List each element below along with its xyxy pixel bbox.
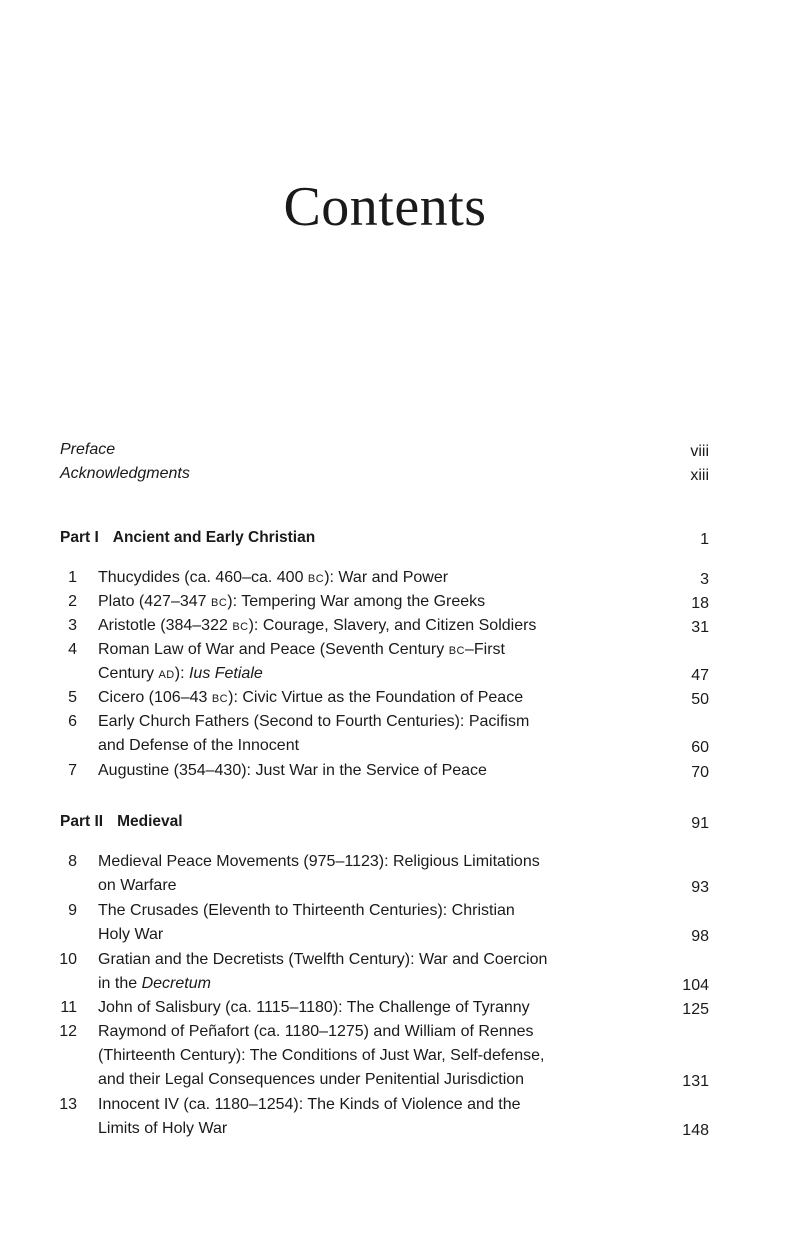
toc-page-number: 131 <box>682 1073 709 1090</box>
part-number: Part II <box>60 813 104 830</box>
chapter-title-text: Early Church Fathers (Second to Fourth Centuries): Pacifism <box>98 713 530 730</box>
chapter-title-line[interactable] <box>98 899 515 923</box>
chapter-title-text: Limits of Holy War <box>98 1120 228 1137</box>
chapter-number: 6 <box>68 713 77 730</box>
chapter-title-line[interactable] <box>98 1020 534 1044</box>
chapter-title-line[interactable] <box>98 874 177 898</box>
chapter-title-text: and Defense of the Innocent <box>98 737 300 754</box>
chapter-number: 2 <box>68 593 77 610</box>
chapter-title-line[interactable] <box>98 614 536 639</box>
chapter-number: 13 <box>59 1096 77 1113</box>
toc-page-number: 50 <box>691 691 709 708</box>
toc-part-heading[interactable] <box>60 810 183 834</box>
chapter-title-text: Cicero (106–43 BC): Civic Virtue as the Foundation of Peace <box>98 689 524 706</box>
chapter-title-text: Roman Law of War and Peace (Seventh Century BC–First <box>98 641 505 658</box>
chapter-number: 10 <box>59 951 77 968</box>
chapter-title-line[interactable] <box>98 734 299 758</box>
toc-page-number: 47 <box>691 667 709 684</box>
chapter-title-line[interactable] <box>98 710 529 734</box>
toc-page-number: 148 <box>682 1122 709 1139</box>
toc-page-number: viii <box>690 443 709 460</box>
chapter-title-text: Century AD): Ius Fetiale <box>98 665 263 682</box>
chapter-title-text: on Warfare <box>98 877 177 894</box>
chapter-title-text: Thucydides (ca. 460–ca. 400 BC): War and Power <box>98 569 449 586</box>
chapter-title-text: and their Legal Consequences under Penitential Jurisdiction <box>98 1071 525 1088</box>
chapter-title-line[interactable] <box>98 1068 524 1092</box>
chapter-title-text: Aristotle (384–322 BC): Courage, Slavery, and Citizen Soldiers <box>98 617 537 634</box>
part-title: Medieval <box>117 813 183 830</box>
toc-page-number: 125 <box>682 1001 709 1018</box>
chapter-title-text: Plato (427–347 BC): Tempering War among the Greeks <box>98 593 486 610</box>
chapter-number: 4 <box>68 641 77 658</box>
chapter-title-line[interactable] <box>98 996 530 1020</box>
chapter-title-text: (Thirteenth Century): The Conditions of Just War, Self-defense, <box>98 1047 545 1064</box>
toc-part-heading[interactable] <box>60 526 315 550</box>
chapter-title-text: Augustine (354–430): Just War in the Service of Peace <box>98 762 487 779</box>
toc-page-number: 18 <box>691 595 709 612</box>
toc-front-preface[interactable]: Preface <box>60 441 116 458</box>
chapter-number: 5 <box>68 689 77 706</box>
chapter-number: 9 <box>68 902 77 919</box>
toc-page-number: 98 <box>691 928 709 945</box>
chapter-title-text: Raymond of Peñafort (ca. 1180–1275) and William of Rennes <box>98 1023 534 1040</box>
chapter-title-text: Medieval Peace Movements (975–1123): Religious Limitations <box>98 853 540 870</box>
chapter-number: 8 <box>68 853 77 870</box>
toc-page-number: 31 <box>691 619 709 636</box>
chapter-title-line[interactable] <box>98 590 485 615</box>
chapter-title-text: The Crusades (Eleventh to Thirteenth Centuries): Christian <box>98 902 515 919</box>
chapter-number: 3 <box>68 617 77 634</box>
chapter-title-line[interactable] <box>98 923 163 947</box>
chapter-title-line[interactable] <box>98 1117 227 1141</box>
part-number: Part I <box>60 529 99 546</box>
chapter-number: 7 <box>68 762 77 779</box>
chapter-title-line[interactable] <box>98 662 263 687</box>
chapter-title-line[interactable] <box>98 972 211 996</box>
chapter-title-line[interactable] <box>98 1093 521 1117</box>
chapter-title-line[interactable] <box>98 686 523 711</box>
page-title: Contents <box>283 176 487 238</box>
toc-front-acknowledgments[interactable]: Acknowledgments <box>60 465 190 482</box>
toc-page-number: 104 <box>682 977 709 994</box>
chapter-number: 12 <box>59 1023 77 1040</box>
chapter-title-line[interactable] <box>98 566 448 591</box>
toc-page-number: xiii <box>690 467 709 484</box>
chapter-title-text: Gratian and the Decretists (Twelfth Century): War and Coercion <box>98 951 548 968</box>
chapter-title-line[interactable] <box>98 759 487 783</box>
chapter-title-text: Holy War <box>98 926 164 943</box>
chapter-title-text: Innocent IV (ca. 1180–1254): The Kinds of Violence and the <box>98 1096 521 1113</box>
chapter-title-line[interactable] <box>98 850 540 874</box>
toc-page-number: 93 <box>691 879 709 896</box>
toc-page-number: 60 <box>691 739 709 756</box>
chapter-title-text: in the Decretum <box>98 975 211 992</box>
chapter-number: 1 <box>68 569 77 586</box>
chapter-title-line[interactable] <box>98 638 505 663</box>
chapter-number: 11 <box>60 999 77 1016</box>
toc-page-number: 3 <box>700 571 709 588</box>
chapter-title-line[interactable] <box>98 1044 544 1068</box>
part-title: Ancient and Early Christian <box>112 529 316 546</box>
toc-page-number: 70 <box>691 764 709 781</box>
chapter-title-line[interactable] <box>98 948 547 972</box>
toc-page-number: 91 <box>691 815 709 832</box>
toc-page-number: 1 <box>700 531 709 548</box>
chapter-title-text: John of Salisbury (ca. 1115–1180): The Challenge of Tyranny <box>98 999 530 1016</box>
